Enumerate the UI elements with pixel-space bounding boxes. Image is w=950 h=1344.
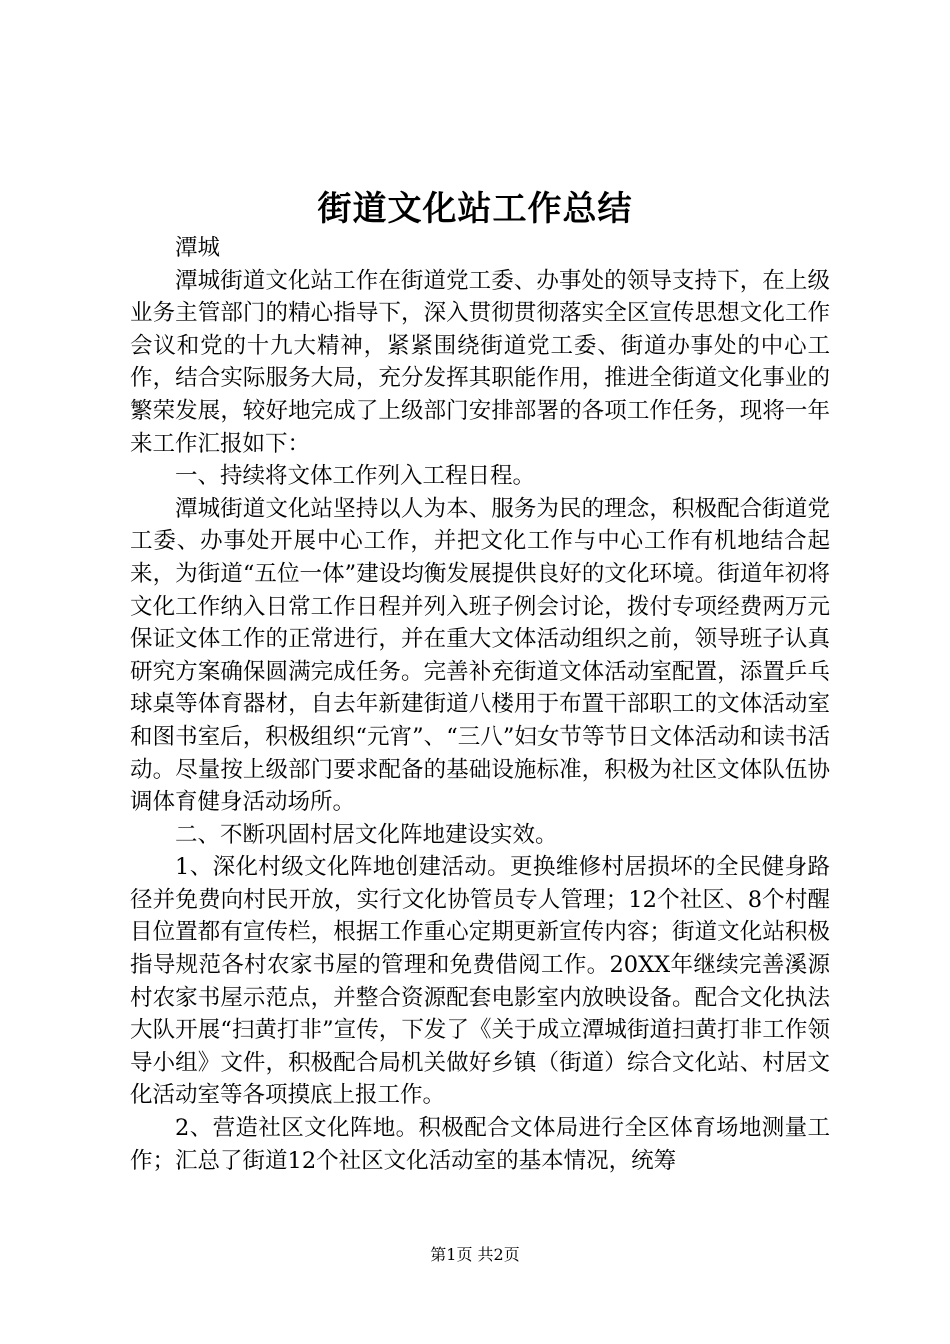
document-title: 街道文化站工作总结 <box>317 189 633 229</box>
page-footer: 第1页 共2页 <box>430 1245 520 1264</box>
author-line: 潭城 <box>175 235 221 261</box>
section-2-item-2: 2、营造社区文化阵地。积极配合文体局进行全区体育场地测量工作；汇总了街道12个社区文化活动室的基本情况，统筹 <box>130 1115 830 1174</box>
section-2-item-1: 1、深化村级文化阵地创建活动。更换维修村居损坏的全民健身路径并免费向村民开放，实行文化协管员专人管理；12个社区、8个村醒目位置都有宣传栏，根据工作重心定期更新宣传内容；街道文化站积极指导规范各村农家书屋的管理和免费借阅工作。20XX年继续完善溪源村农家书屋示范点，并整合资源配套电影室内放映设备。配合文化执法大队开展“扫黄打非”宣传，下发了《关于成立潭城街道扫黄打非工作领导小组》文件，积极配合局机关做好乡镇（街道）综合文化站、村居文化活动室等各项摸底上报工作。 <box>130 854 830 1109</box>
section-heading-1: 一、持续将文体工作列入工程日程。 <box>175 463 536 490</box>
document-body <box>130 232 830 1177</box>
intro-paragraph: 潭城街道文化站工作在街道党工委、办事处的领导支持下，在上级业务主管部门的精心指导下，深入贯彻贯彻落实全区宣传思想文化工作会议和党的十九大精神，紧紧围绕街道党工委、街道办事处的中心工作，结合实际服务大局，充分发挥其职能作用，推进全街道文化事业的繁荣发展，较好地完成了上级部门安排部署的各项工作任务，现将一年来工作汇报如下： <box>130 267 830 457</box>
section-heading-2: 二、不断巩固村居文化阵地建设实效。 <box>175 821 558 848</box>
section-1-paragraph: 潭城街道文化站坚持以人为本、服务为民的理念，积极配合街道党工委、办事处开展中心工作，并把文化工作与中心工作有机地结合起来，为街道“五位一体”建设均衡发展提供良好的文化环境。街道年初将文化工作纳入日常工作日程并列入班子例会讨论，拨付专项经费两万元保证文体工作的正常进行，并在重大文体活动组织之前，领导班子认真研究方案确保圆满完成任务。完善补充街道文体活动室配置，添置乒乓球桌等体育器材，自去年新建街道八楼用于布置干部职工的文体活动室和图书室后，积极组织“元宵”、“三八”妇女节等节日文体活动和读书活动。尽量按上级部门要求配备的基础设施标准，积极为社区文体队伍协调体育健身活动场所。 <box>130 495 830 816</box>
